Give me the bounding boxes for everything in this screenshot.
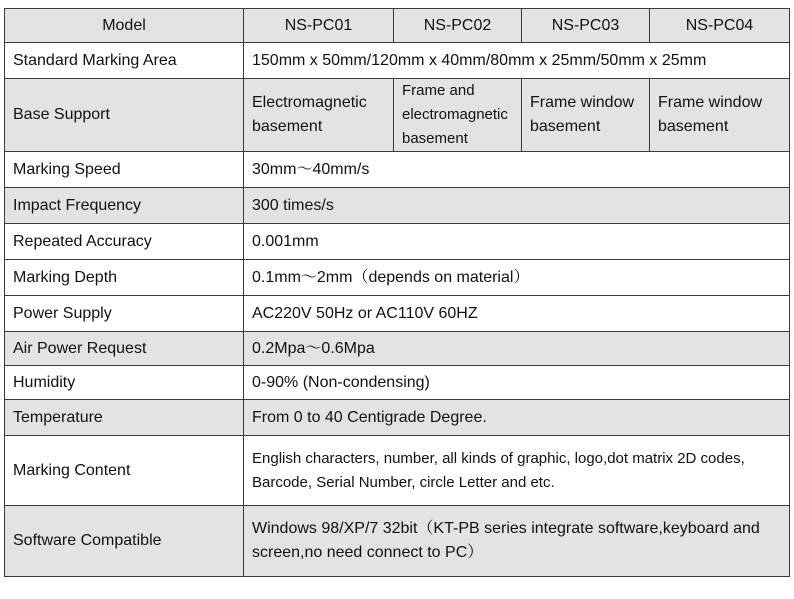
software-label: Software Compatible (5, 506, 244, 577)
row-humidity (5, 366, 790, 400)
marking-speed-value: 30mm～40mm/s (244, 152, 790, 188)
row-repeated-accuracy (5, 224, 790, 260)
humidity-value: 0-90% (Non-condensing) (244, 366, 790, 400)
base-support-pc03: Frame window basement (522, 79, 650, 152)
model-header: Model (5, 9, 244, 43)
model-ns-pc02: NS-PC02 (394, 9, 522, 43)
row-software (5, 506, 790, 577)
row-impact-frequency (5, 188, 790, 224)
model-ns-pc01: NS-PC01 (244, 9, 394, 43)
marking-speed-label: Marking Speed (5, 152, 244, 188)
marking-area-label: Standard Marking Area (5, 43, 244, 79)
row-base-support (5, 79, 790, 152)
base-support-pc01: Electromagnetic basement (244, 79, 394, 152)
repeated-accuracy-label: Repeated Accuracy (5, 224, 244, 260)
model-ns-pc03: NS-PC03 (522, 9, 650, 43)
software-value: Windows 98/XP/7 32bit（KT-PB series integrate software,keyboard and screen,no need connect to PC） (244, 506, 790, 577)
base-support-pc04: Frame window basement (650, 79, 790, 152)
row-air-power (5, 332, 790, 366)
temperature-value: From 0 to 40 Centigrade Degree. (244, 400, 790, 436)
row-temperature (5, 400, 790, 436)
base-support-label: Base Support (5, 79, 244, 152)
repeated-accuracy-value: 0.001mm (244, 224, 790, 260)
row-power-supply (5, 296, 790, 332)
impact-frequency-label: Impact Frequency (5, 188, 244, 224)
row-marking-speed (5, 152, 790, 188)
air-power-label: Air Power Request (5, 332, 244, 366)
power-supply-value: AC220V 50Hz or AC110V 60HZ (244, 296, 790, 332)
power-supply-label: Power Supply (5, 296, 244, 332)
marking-content-label: Marking Content (5, 436, 244, 506)
row-marking-area (5, 43, 790, 79)
spec-table-container (4, 8, 789, 577)
header-row (5, 9, 790, 43)
model-ns-pc04: NS-PC04 (650, 9, 790, 43)
humidity-label: Humidity (5, 366, 244, 400)
air-power-value: 0.2Mpa～0.6Mpa (244, 332, 790, 366)
marking-area-value: 150mm x 50mm/120mm x 40mm/80mm x 25mm/50mm x 25mm (244, 43, 790, 79)
base-support-pc02: Frame and electromagnetic basement (394, 79, 522, 152)
row-marking-depth (5, 260, 790, 296)
spec-table (4, 8, 790, 577)
temperature-label: Temperature (5, 400, 244, 436)
impact-frequency-value: 300 times/s (244, 188, 790, 224)
row-marking-content (5, 436, 790, 506)
marking-depth-value: 0.1mm～2mm（depends on material） (244, 260, 790, 296)
marking-depth-label: Marking Depth (5, 260, 244, 296)
marking-content-value: English characters, number, all kinds of graphic, logo,dot matrix 2D codes, Barcode, Serial Number, circle Letter and etc. (244, 436, 790, 506)
